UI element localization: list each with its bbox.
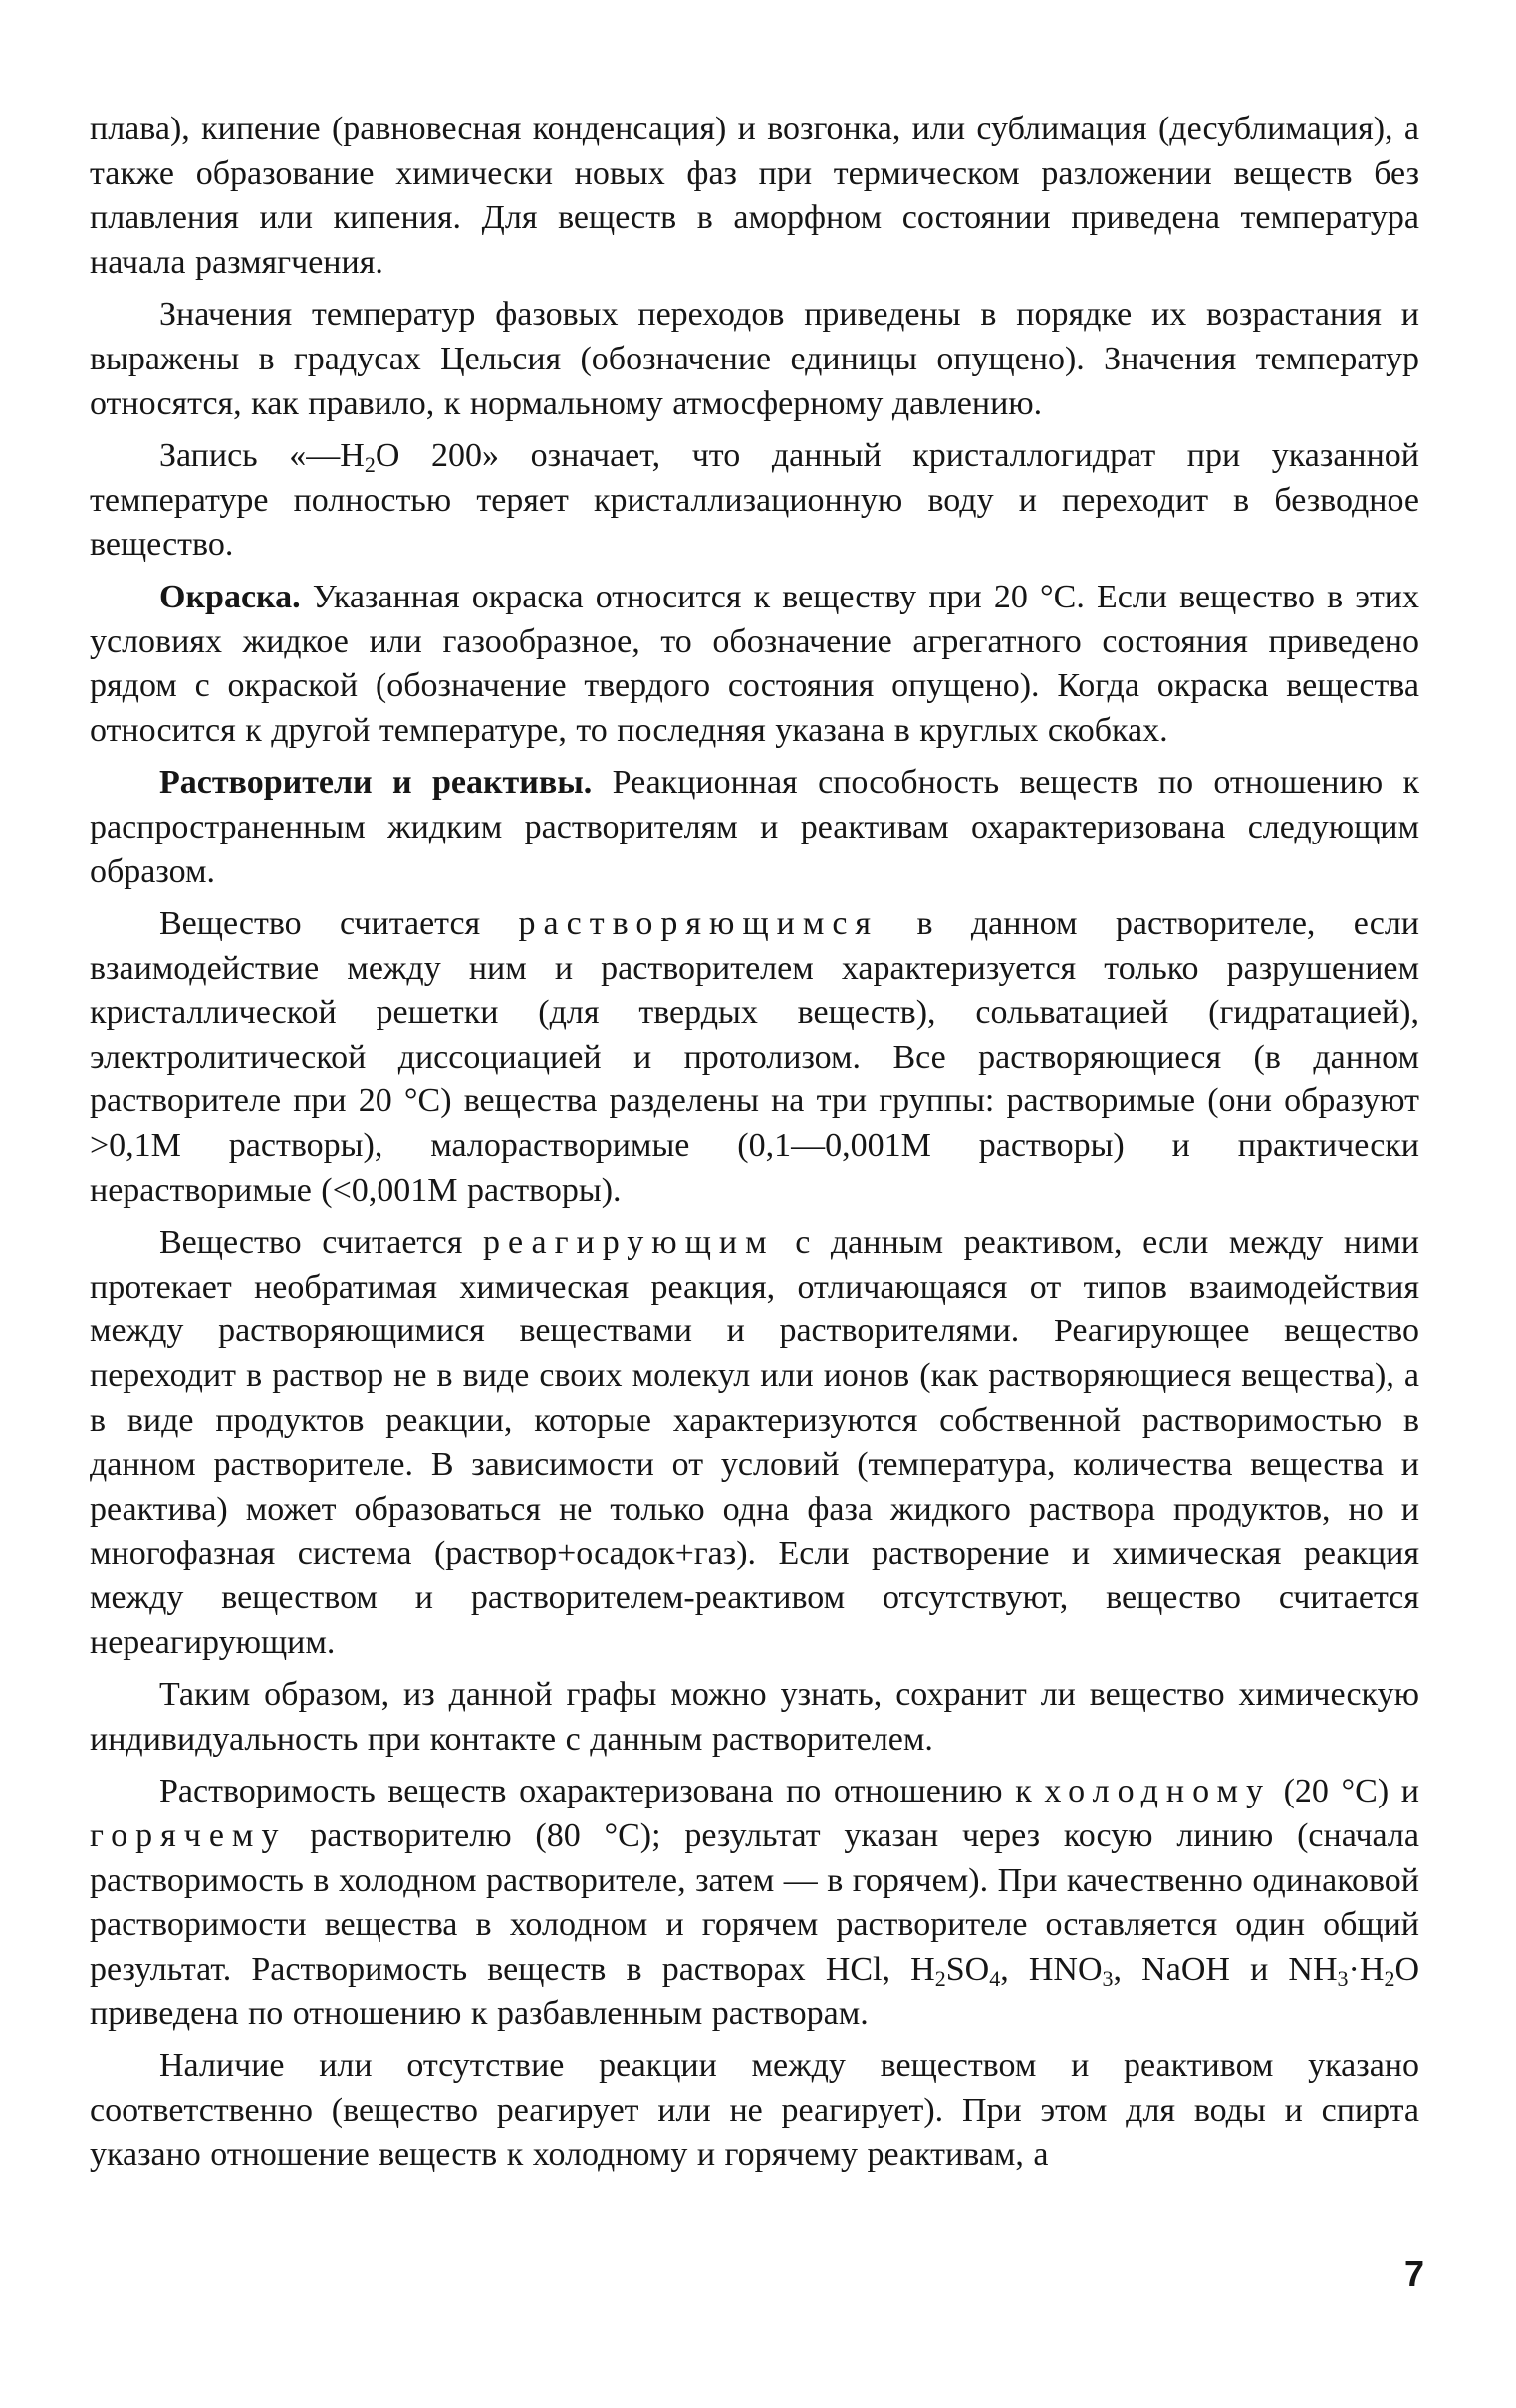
subscript: 2 <box>364 452 376 478</box>
subscript: 3 <box>1102 1965 1114 1991</box>
subscript: 2 <box>1384 1965 1395 1991</box>
subscript: 2 <box>934 1965 946 1991</box>
text-run: SO <box>945 1950 990 1988</box>
text-run: Указанная окраска относится к веществу при 20 °С. Если вещество в этих условиях жидкое или газообразное, то обозначение агрегатного состояния приведено рядом с окраской (обозначение твердого состояния опущено). Когда окраска вещества относится к другой температуре, то последняя указана в круглых скобках. <box>90 578 1419 749</box>
paragraph <box>90 293 1419 426</box>
paragraph-heading: Растворители и реактивы. <box>159 764 593 802</box>
subscript: 4 <box>989 1965 1001 1991</box>
text-run: в данном растворителе, если взаимодействие между ним и растворителем характеризуется только разрушением кристаллической решетки (для твердых веществ), сольватацией (гидратацией), электролитической диссоциацией и протолизом. Все растворяющиеся (в данном растворителе при 20 °С) вещества разделены на три группы: растворимые (они образуют >0,1M растворы), малорастворимые (0,1—0,001M растворы) и практически нерастворимые (<0,001M растворы). <box>90 905 1419 1209</box>
text-run: плава), кипение (равновесная конденсация) и возгонка, или сублимация (десублимация), а также образование химически новых фаз при термическом разложении веществ без плавления или кипения. Для веществ в аморфном состоянии приведена температура начала размягчения. <box>90 111 1419 281</box>
paragraph <box>90 761 1419 894</box>
emphasized-term: растворяющимся <box>518 905 880 943</box>
text-run: , NaOH и NH <box>1113 1950 1338 1988</box>
text-run: , HNO <box>1000 1950 1103 1988</box>
text-run: O 200» означает, что данный кристаллогидрат при указанной температуре полностью теряет кристаллизационную воду и переходит в безводное вещество. <box>90 437 1420 564</box>
text-run: (20 °С) и <box>1270 1773 1419 1810</box>
page-number: 7 <box>1403 2253 1424 2293</box>
paragraph <box>90 1673 1419 1762</box>
text-run: Значения температур фазовых переходов приведены в порядке их возрастания и выражены в градусах Цельсия (обозначение единицы опущено). Значения температур относятся, как правило, к нормальному атмосферному давлению. <box>90 296 1419 422</box>
text-run: Таким образом, из данной графы можно узнать, сохранит ли вещество химическую индивидуальность при контакте с данным растворителем. <box>90 1676 1419 1758</box>
text-run: O приведена по отношению к разбавленным растворам. <box>90 1950 1419 2033</box>
text-run: Реакционная способность веществ по отношению к распространенным жидким растворителям и реактивам охарактеризована следующим образом. <box>90 764 1419 890</box>
text-run: с данным реактивом, если между ними протекает необратимая химическая реакция, отличающаяся от типов взаимодействия между растворяющимися веществами и растворителями. Реагирующее вещество переходит в раствор не в виде своих молекул или ионов (как растворяющиеся вещества), а в виде продуктов реакции, которые характеризуются собственной растворимостью в данном растворителе. В зависимости от условий (температура, количества вещества и реактива) может образоваться не только одна фаза жидкого раствора продуктов, но и многофазная система (раствор+осадок+газ). Если растворение и химическая реакция между веществом и растворителем-реактивом отсутствуют, вещество считается нереагирующим. <box>90 1224 1419 1661</box>
text-run: Наличие или отсутствие реакции между веществом и реактивом указано соответственно (вещество реагирует или не реагирует). При этом для воды и спирта указано отношение веществ к холодному и горячему реактивам, а <box>90 2047 1419 2174</box>
text-run: растворителю (80 °С); результат указан через косую линию (сначала растворимость в холодном растворителе, затем — в горячем). При качественно одинаковой растворимости вещества в холодном и горячем растворителе оставляется один общий результат. Растворимость веществ в растворах HCl, H <box>90 1816 1419 1988</box>
emphasized-term: горячему <box>90 1816 287 1854</box>
text-run: Вещество считается <box>159 1224 484 1262</box>
page-body <box>90 108 1419 2178</box>
paragraph <box>90 108 1419 285</box>
paragraph-heading: Окраска. <box>159 578 301 615</box>
paragraph <box>90 1770 1419 2037</box>
text-run: Запись «—H <box>159 437 365 475</box>
paragraph <box>90 902 1419 1213</box>
emphasized-term: холодному <box>1044 1773 1271 1810</box>
paragraph <box>90 1221 1419 1665</box>
text-run: Растворимость веществ охарактеризована по отношению к <box>159 1773 1045 1810</box>
paragraph <box>90 434 1419 568</box>
subscript: 3 <box>1337 1965 1349 1991</box>
text-run: Вещество считается <box>159 905 519 943</box>
emphasized-term: реагирующим <box>483 1224 775 1262</box>
text-run: ·H <box>1348 1950 1385 1988</box>
paragraph <box>90 576 1419 753</box>
paragraph <box>90 2045 1419 2178</box>
